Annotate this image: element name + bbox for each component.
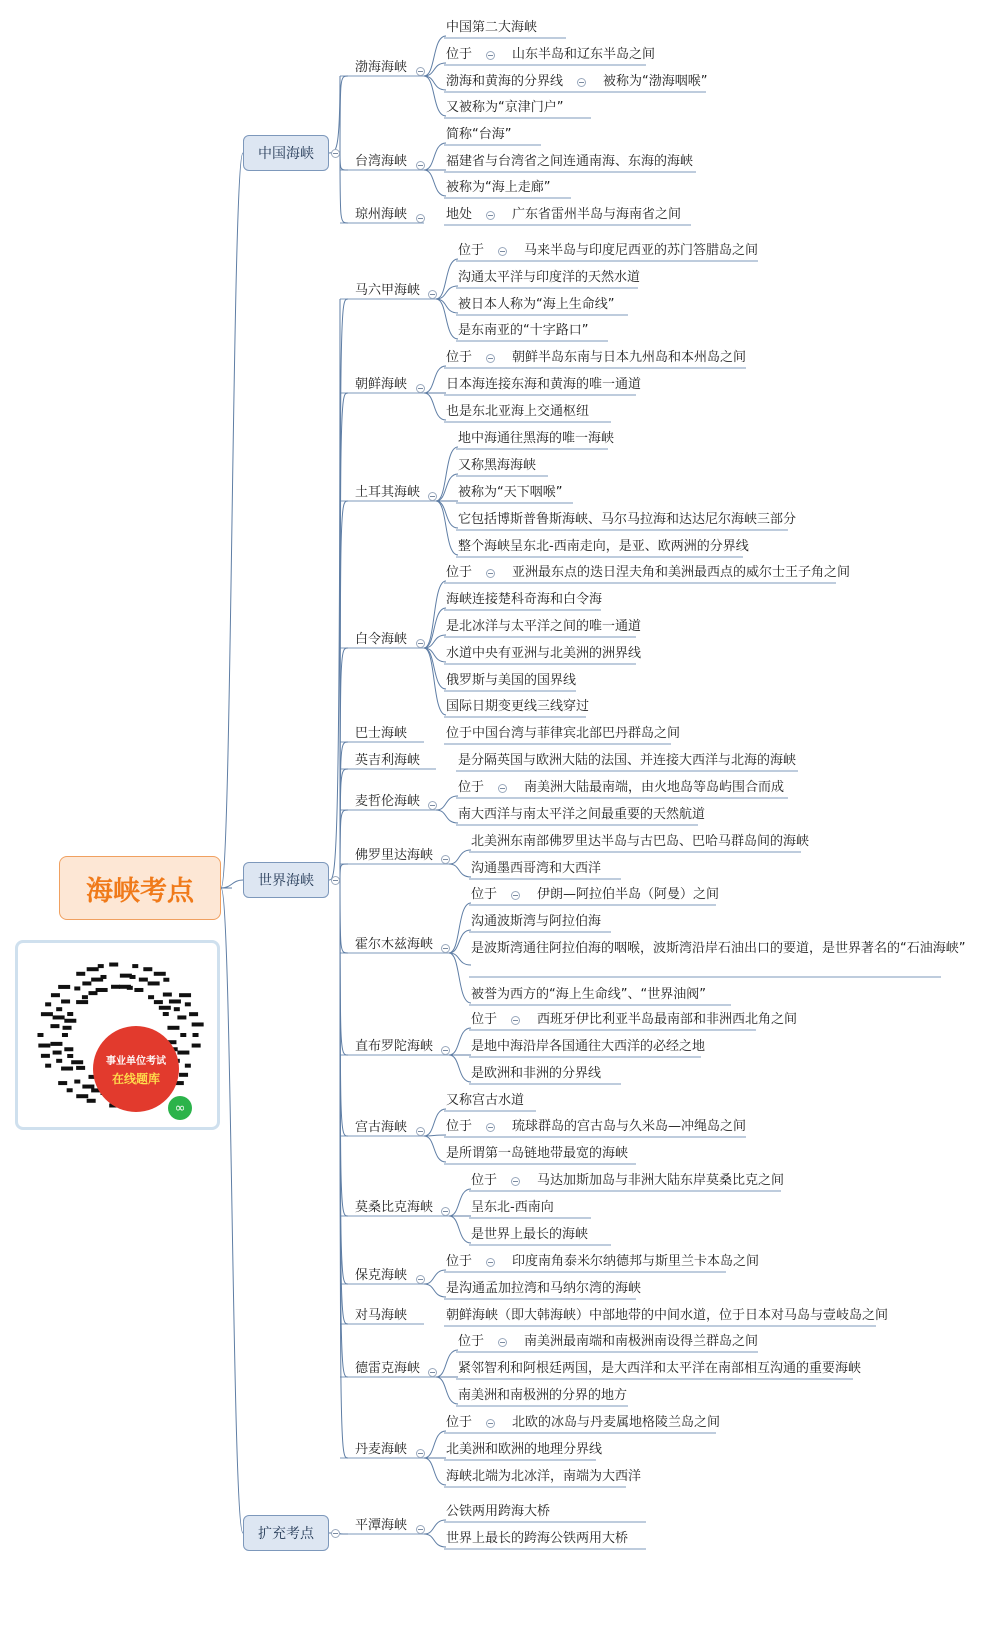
collapse-toggle-icon[interactable] — [511, 1177, 520, 1186]
branch-curve — [424, 36, 446, 76]
branch-curve — [436, 1350, 458, 1377]
leaf-item: 被日本人称为“海上生命线” — [458, 297, 615, 312]
branch-curve — [449, 864, 471, 877]
qr-code-card — [15, 940, 220, 1130]
leaf-item: 海峡连接楚科奇海和白令海 — [446, 592, 603, 607]
leaf-item: 被誉为西方的“海上生命线”、“世界油阀” — [471, 987, 706, 1002]
collapse-toggle-icon[interactable] — [416, 1525, 425, 1534]
group-label[interactable]: 琼州海峡 — [355, 207, 408, 222]
collapse-toggle-icon[interactable] — [416, 384, 425, 393]
collapse-toggle-icon[interactable] — [331, 1529, 340, 1538]
collapse-toggle-icon[interactable] — [416, 1275, 425, 1284]
leaf-item: 是欧洲和非洲的分界线 — [471, 1066, 602, 1081]
collapse-toggle-icon[interactable] — [441, 855, 450, 864]
branch-curve — [340, 299, 348, 880]
branch-curve — [436, 299, 458, 339]
leaf-item: 位于 — [471, 1173, 498, 1188]
branch-curve — [436, 1377, 458, 1404]
leaf-detail: 马达加斯加岛与非洲大陆东岸莫桑比克之间 — [537, 1173, 785, 1188]
branch-curve — [424, 648, 446, 715]
leaf-item: 俄罗斯与美国的国界线 — [446, 673, 577, 688]
leaf-detail: 朝鲜半岛东南与日本九州岛和本州岛之间 — [512, 350, 747, 365]
collapse-toggle-icon[interactable] — [511, 1016, 520, 1025]
group-label[interactable]: 对马海峡 — [355, 1308, 408, 1323]
leaf-item: 是世界上最长的海峡 — [471, 1227, 589, 1242]
category-extra[interactable]: 扩充考点 — [243, 1515, 329, 1551]
leaf-item: 南美洲和南极洲的分界的地方 — [458, 1388, 628, 1403]
branch-curve — [340, 769, 348, 880]
leaf-item: 位于 — [446, 1254, 473, 1269]
branch-curve — [329, 76, 340, 153]
leaf-item: 渤海和黄海的分界线 — [446, 74, 564, 89]
leaf-item: 世界上最长的跨海公铁两用大桥 — [446, 1531, 629, 1546]
leaf-item: 日本海连接东海和黄海的唯一通道 — [446, 377, 642, 392]
qr-badge-line2: 在线题库 — [111, 1071, 160, 1086]
leaf-item: 水道中央有亚洲与北美洲的洲界线 — [446, 646, 642, 661]
group-label[interactable]: 霍尔木兹海峡 — [355, 937, 434, 952]
group-label[interactable]: 朝鲜海峡 — [355, 377, 408, 392]
branch-curve — [424, 366, 446, 393]
leaf-item: 是分隔英国与欧洲大陆的法国、并连接大西洋与北海的海峡 — [458, 753, 797, 768]
collapse-toggle-icon[interactable] — [428, 492, 437, 501]
collapse-toggle-icon[interactable] — [416, 639, 425, 648]
group-label[interactable]: 麦哲伦海峡 — [355, 794, 421, 809]
leaf-item: 中国第二大海峡 — [446, 20, 538, 35]
leaf-item: 位于 — [458, 780, 485, 795]
group-label[interactable]: 佛罗里达海峡 — [355, 848, 434, 863]
group-label[interactable]: 巴士海峡 — [355, 726, 408, 741]
collapse-toggle-icon[interactable] — [486, 1419, 495, 1428]
leaf-item: 位于 — [458, 1334, 485, 1349]
leaf-item: 是波斯湾通往阿拉伯海的咽喉，波斯湾沿岸石油出口的要道，是世界著名的“石油海峡” — [471, 941, 966, 956]
collapse-toggle-icon[interactable] — [428, 801, 437, 810]
collapse-toggle-icon[interactable] — [331, 876, 340, 885]
branch-curve — [340, 880, 348, 1377]
branch-curve — [340, 880, 348, 953]
leaf-item: 南大西洋与南太平洋之间最重要的天然航道 — [458, 807, 706, 822]
leaf-item: 位于 — [471, 887, 498, 902]
branch-curve — [340, 864, 348, 880]
branch-curve — [221, 888, 243, 1533]
collapse-toggle-icon[interactable] — [441, 1046, 450, 1055]
branch-curve — [424, 76, 446, 90]
group-label[interactable]: 英吉利海峡 — [355, 753, 421, 768]
leaf-detail: 伊朗—阿拉伯半岛（阿曼）之间 — [537, 887, 720, 902]
collapse-toggle-icon[interactable] — [441, 1207, 450, 1216]
leaf-item: 位于 — [471, 1012, 498, 1027]
group-label[interactable]: 德雷克海峡 — [355, 1361, 421, 1376]
leaf-item: 海峡北端为北冰洋，南端为大西洋 — [446, 1469, 642, 1484]
category-world[interactable]: 世界海峡 — [243, 862, 329, 898]
leaf-item: 位于中国台湾与菲律宾北部巴丹群岛之间 — [446, 726, 681, 741]
branch-curve — [449, 930, 471, 953]
group-label[interactable]: 平潭海峡 — [355, 1518, 408, 1533]
leaf-item: 朝鲜海峡（即大韩海峡）中部地带的中间水道，位于日本对马岛与壹岐岛之间 — [446, 1308, 889, 1323]
branch-curve — [424, 1270, 446, 1284]
leaf-detail: 广东省雷州半岛与海南省之间 — [512, 207, 682, 222]
group-label[interactable]: 直布罗陀海峡 — [355, 1039, 434, 1054]
leaf-item: 是北冰洋与太平洋之间的唯一通道 — [446, 619, 642, 634]
leaf-detail: 亚洲最东点的迭日涅夫角和美洲最西点的威尔士王子角之间 — [512, 565, 851, 580]
group-label[interactable]: 保克海峡 — [355, 1268, 408, 1283]
leaf-item: 是地中海沿岸各国通往大西洋的必经之地 — [471, 1039, 706, 1054]
leaf-item: 北美洲东南部佛罗里达半岛与古巴岛、巴哈马群岛间的海峡 — [471, 834, 810, 849]
group-label[interactable]: 宫古海峡 — [355, 1120, 408, 1135]
leaf-detail: 南美洲大陆最南端，由火地岛等岛屿围合而成 — [524, 780, 785, 795]
branch-curve — [340, 810, 348, 880]
leaf-item: 位于 — [446, 565, 473, 580]
branch-curve — [424, 1109, 446, 1136]
branch-curve — [424, 63, 446, 76]
collapse-toggle-icon[interactable] — [428, 1368, 437, 1377]
leaf-item: 福建省与台湾省之间连通南海、东海的海峡 — [446, 154, 694, 169]
collapse-toggle-icon[interactable] — [416, 161, 425, 170]
branch-curve — [424, 143, 446, 170]
branch-curve — [424, 608, 446, 648]
branch-curve — [424, 1136, 446, 1162]
branch-curve — [329, 299, 340, 880]
branch-curve — [436, 501, 458, 555]
branch-curve — [436, 501, 458, 528]
root-topic[interactable]: 海峡考点 — [59, 856, 221, 920]
leaf-item: 公铁两用跨海大桥 — [446, 1504, 551, 1519]
collapse-toggle-icon[interactable] — [486, 569, 495, 578]
qr-badge-line1: 事业单位考试 — [106, 1055, 166, 1067]
leaf-item: 是东南亚的“十字路口” — [458, 323, 589, 338]
collapse-toggle-icon[interactable] — [498, 247, 507, 256]
leaf-item: 位于 — [458, 243, 485, 258]
collapse-toggle-icon[interactable] — [486, 211, 495, 220]
branch-curve — [436, 286, 458, 299]
leaf-detail: 山东半岛和辽东半岛之间 — [512, 47, 656, 62]
group-label[interactable]: 丹麦海峡 — [355, 1442, 408, 1457]
leaf-item: 整个海峡呈东北-西南走向，是亚、欧两洲的分界线 — [458, 539, 749, 554]
group-label[interactable]: 渤海海峡 — [355, 60, 408, 75]
leaf-detail: 琉球群岛的宫古岛与久米岛—冲绳岛之间 — [512, 1119, 747, 1134]
category-china[interactable]: 中国海峡 — [243, 135, 329, 171]
leaf-item: 位于 — [446, 47, 473, 62]
branch-curve — [436, 259, 458, 299]
leaf-detail: 印度南角泰米尔纳德邦与斯里兰卡本岛之间 — [512, 1254, 760, 1269]
leaf-detail: 南美洲最南端和南极洲南设得兰群岛之间 — [524, 1334, 759, 1349]
leaf-item: 国际日期变更线三线穿过 — [446, 699, 590, 714]
group-label[interactable]: 台湾海峡 — [355, 154, 408, 169]
branch-curve — [424, 1534, 446, 1547]
collapse-toggle-icon[interactable] — [498, 784, 507, 793]
branch-curve — [449, 1055, 471, 1082]
leaf-item: 又称宫古水道 — [446, 1093, 525, 1108]
leaf-item: 位于 — [446, 350, 473, 365]
leaf-item: 简称“台海” — [446, 127, 512, 142]
leaf-item: 又被称为“京津门户” — [446, 100, 564, 115]
leaf-item: 也是东北亚海上交通枢纽 — [446, 404, 590, 419]
branch-curve — [436, 796, 458, 810]
branch-curve — [424, 648, 446, 689]
collapse-toggle-icon[interactable] — [498, 1338, 507, 1347]
leaf-item: 它包括博斯普鲁斯海峡、马尔马拉海和达达尼尔海峡三部分 — [458, 512, 797, 527]
branch-curve — [340, 1533, 348, 1534]
leaf-item: 紧邻智利和阿根廷两国，是大西洋和太平洋在南部相互沟通的重要海峡 — [458, 1361, 862, 1376]
leaf-detail: 被称为“渤海咽喉” — [603, 74, 708, 89]
branch-curve — [449, 1216, 471, 1243]
branch-curve — [424, 76, 446, 116]
branch-curve — [340, 153, 348, 170]
branch-curve — [436, 299, 458, 313]
branch-curve — [221, 880, 243, 888]
group-label[interactable]: 土耳其海峡 — [355, 485, 421, 500]
branch-curve — [436, 474, 458, 501]
branch-curve — [340, 393, 348, 880]
branch-curve — [449, 1028, 471, 1055]
branch-curve — [424, 581, 446, 648]
leaf-item: 呈东北-西南向 — [471, 1200, 554, 1215]
branch-curve — [340, 76, 348, 153]
branch-curve — [340, 153, 348, 223]
branch-curve — [449, 850, 471, 864]
branch-curve — [449, 903, 471, 953]
collapse-toggle-icon[interactable] — [416, 1449, 425, 1458]
collapse-toggle-icon[interactable] — [486, 1123, 495, 1132]
collapse-toggle-icon[interactable] — [511, 891, 520, 900]
collapse-toggle-icon[interactable] — [416, 1127, 425, 1136]
branch-curve — [221, 153, 243, 888]
leaf-item: 位于 — [446, 1415, 473, 1430]
branch-curve — [449, 1189, 471, 1216]
leaf-item: 沟通太平洋与印度洋的天然水道 — [458, 270, 641, 285]
collapse-toggle-icon[interactable] — [416, 67, 425, 76]
branch-curve — [340, 880, 348, 1216]
leaf-item: 被称为“天下咽喉” — [458, 485, 563, 500]
collapse-toggle-icon[interactable] — [486, 51, 495, 60]
leaf-item: 北美洲和欧洲的地理分界线 — [446, 1442, 603, 1457]
branch-curve — [436, 447, 458, 501]
group-label[interactable]: 白令海峡 — [355, 632, 408, 647]
leaf-item: 位于 — [446, 1119, 473, 1134]
leaf-item: 地中海通往黑海的唯一海峡 — [458, 431, 615, 446]
leaf-item: 沟通波斯湾与阿拉伯海 — [471, 914, 602, 929]
branch-curve — [436, 810, 458, 823]
branch-curve — [424, 393, 446, 420]
collapse-toggle-icon[interactable] — [577, 78, 586, 87]
leaf-item: 地处 — [446, 207, 473, 222]
collapse-toggle-icon[interactable] — [331, 149, 340, 158]
leaf-item: 是沟通孟加拉湾和马纳尔湾的海峡 — [446, 1281, 642, 1296]
branch-curve — [424, 1284, 446, 1297]
collapse-toggle-icon[interactable] — [441, 944, 450, 953]
leaf-item: 又称黑海海峡 — [458, 458, 537, 473]
branch-curve — [340, 880, 348, 1055]
leaf-detail: 马来半岛与印度尼西亚的苏门答腊岛之间 — [524, 243, 759, 258]
group-label[interactable]: 马六甲海峡 — [355, 283, 421, 298]
branch-curve — [424, 1458, 446, 1485]
collapse-toggle-icon[interactable] — [486, 354, 495, 363]
leaf-detail: 北欧的冰岛与丹麦属地格陵兰岛之间 — [512, 1415, 721, 1430]
leaf-item: 沟通墨西哥湾和大西洋 — [471, 861, 602, 876]
leaf-detail: 西班牙伊比利亚半岛最南部和非洲西北角之间 — [537, 1012, 798, 1027]
branch-curve — [340, 501, 348, 880]
collapse-toggle-icon[interactable] — [486, 1258, 495, 1267]
branch-curve — [424, 170, 446, 196]
qr-center-badge — [93, 1026, 179, 1112]
leaf-item: 是所谓第一岛链地带最宽的海峡 — [446, 1146, 629, 1161]
leaf-item: 被称为“海上走廊” — [446, 180, 551, 195]
collapse-toggle-icon[interactable] — [416, 214, 425, 223]
branch-curve — [340, 880, 348, 1136]
group-label[interactable]: 莫桑比克海峡 — [355, 1200, 434, 1215]
wechat-mini-program-icon: ∞ — [168, 1096, 192, 1120]
branch-curve — [424, 1431, 446, 1458]
branch-curve — [424, 1520, 446, 1534]
collapse-toggle-icon[interactable] — [428, 290, 437, 299]
